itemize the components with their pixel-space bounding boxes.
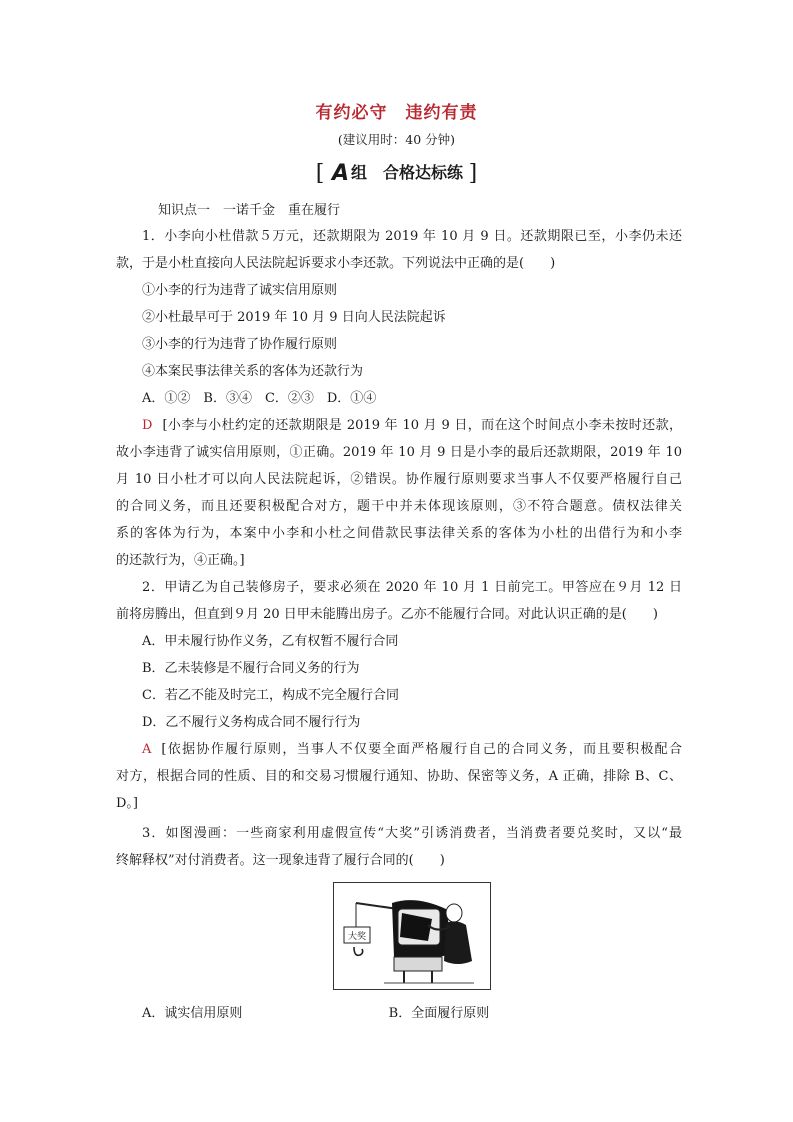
q1-explanation-line2: 故小李违背了诚实信用原则，①正确。2019 年 10 月 9 日是小李的最后还款期限，2019 年 10 bbox=[116, 445, 682, 460]
q1-item-1: ①小李的行为违背了诚实信用原则 bbox=[142, 283, 338, 298]
group-letter: A bbox=[331, 161, 349, 186]
q2-stem-line1: 2．甲请乙为自己装修房子，要求必须在 2020 年 10 月 1 日前完工。甲答应在９月 12 日 bbox=[142, 580, 682, 595]
q1-explanation-line3: 月 10 日小杜才可以向人民法院起诉，②错误。协作履行原则要求当事人不仅要严格履行自己 bbox=[116, 472, 682, 487]
suggested-time: (建议用时：40 分钟) bbox=[337, 132, 456, 147]
q1-stem-line1: 1．小李向小杜借款５万元，还款期限为 2019 年 10 月 9 日。还款期限已至，小李仍未还 bbox=[142, 229, 682, 244]
knowledge-point: 知识点一 一诺千金 重在履行 bbox=[158, 203, 341, 218]
q3-stem-line1: 3．如图漫画：一些商家利用虚假宣传“大奖”引诱消费者，当消费者要兑奖时，又以“最 bbox=[142, 826, 682, 841]
q2-option-a: A．甲未履行协作义务，乙有权暂不履行合同 bbox=[142, 634, 399, 649]
q3-option-a: A．诚实信用原则 bbox=[142, 1006, 243, 1021]
q2-option-b: B．乙未装修是不履行合同义务的行为 bbox=[142, 661, 360, 676]
q1-explanation-line5: 系的客体为行为，本案中小李和小杜之间借款民事法律关系的客体为小杜的出借行为和小李 bbox=[116, 526, 682, 541]
q1-explanation-line1: D [小李与小杜约定的还款期限是 2019 年 10 月 9 日，而在这个时间点小李未按时还款， bbox=[142, 418, 682, 433]
left-bracket: [ bbox=[315, 161, 325, 186]
q1-stem-line2: 款，于是小杜直接向人民法院起诉要求小李还款。下列说法中正确的是( ) bbox=[116, 256, 556, 271]
q2-explanation-line2: 对方，根据合同的性质、目的和交易习惯履行通知、协助、保密等义务，A 正确，排除 B、C、 bbox=[116, 769, 682, 784]
q1-explanation-line6: 的还款行为，④正确。] bbox=[116, 553, 245, 568]
page-title: 有约必守 违约有责 bbox=[315, 103, 478, 123]
q2-option-c: C．若乙不能及时完工，构成不完全履行合同 bbox=[142, 688, 399, 703]
q1-item-3: ③小李的行为违背了协作履行原则 bbox=[142, 337, 338, 352]
group-label: 组 合格达标练 bbox=[351, 163, 464, 182]
q2-explanation-line1: A [依据协作履行原则，当事人不仅要全面严格履行自己的合同义务，而且要积极配合 bbox=[142, 742, 682, 757]
cartoon-illustration bbox=[334, 883, 490, 989]
q1-explanation-line4: 的合同义务，而且还要积极配合对方，题干中并未体现该原则，③不符合题意。债权法律关 bbox=[116, 499, 682, 514]
q2-explanation-line3: D。] bbox=[116, 796, 138, 811]
q1-answer: D bbox=[142, 418, 153, 433]
right-bracket: ] bbox=[468, 161, 478, 186]
q1-options: A．①② B．③④ C．②③ D．①④ bbox=[142, 391, 377, 406]
group-heading bbox=[0, 160, 793, 186]
q2-stem-line2: 前将房腾出，但直到９月 20 日甲未能腾出房子。乙亦不能履行合同。对此认识正确的是( ) bbox=[116, 607, 658, 622]
cartoon-image bbox=[333, 882, 491, 990]
q3-option-b: B．全面履行原则 bbox=[388, 1006, 490, 1021]
q1-item-2: ②小杜最早可于 2019 年 10 月 9 日向人民法院起诉 bbox=[142, 310, 446, 325]
q3-options bbox=[142, 1005, 489, 1023]
q1-item-4: ④本案民事法律关系的客体为还款行为 bbox=[142, 364, 364, 379]
q3-stem-line2: 终解释权”对付消费者。这一现象违背了履行合同的( ) bbox=[116, 853, 445, 868]
q2-option-d: D．乙不履行义务构成合同不履行行为 bbox=[142, 715, 361, 730]
prize-sign-text: 大奖 bbox=[347, 932, 367, 942]
q2-answer: A bbox=[142, 742, 152, 757]
